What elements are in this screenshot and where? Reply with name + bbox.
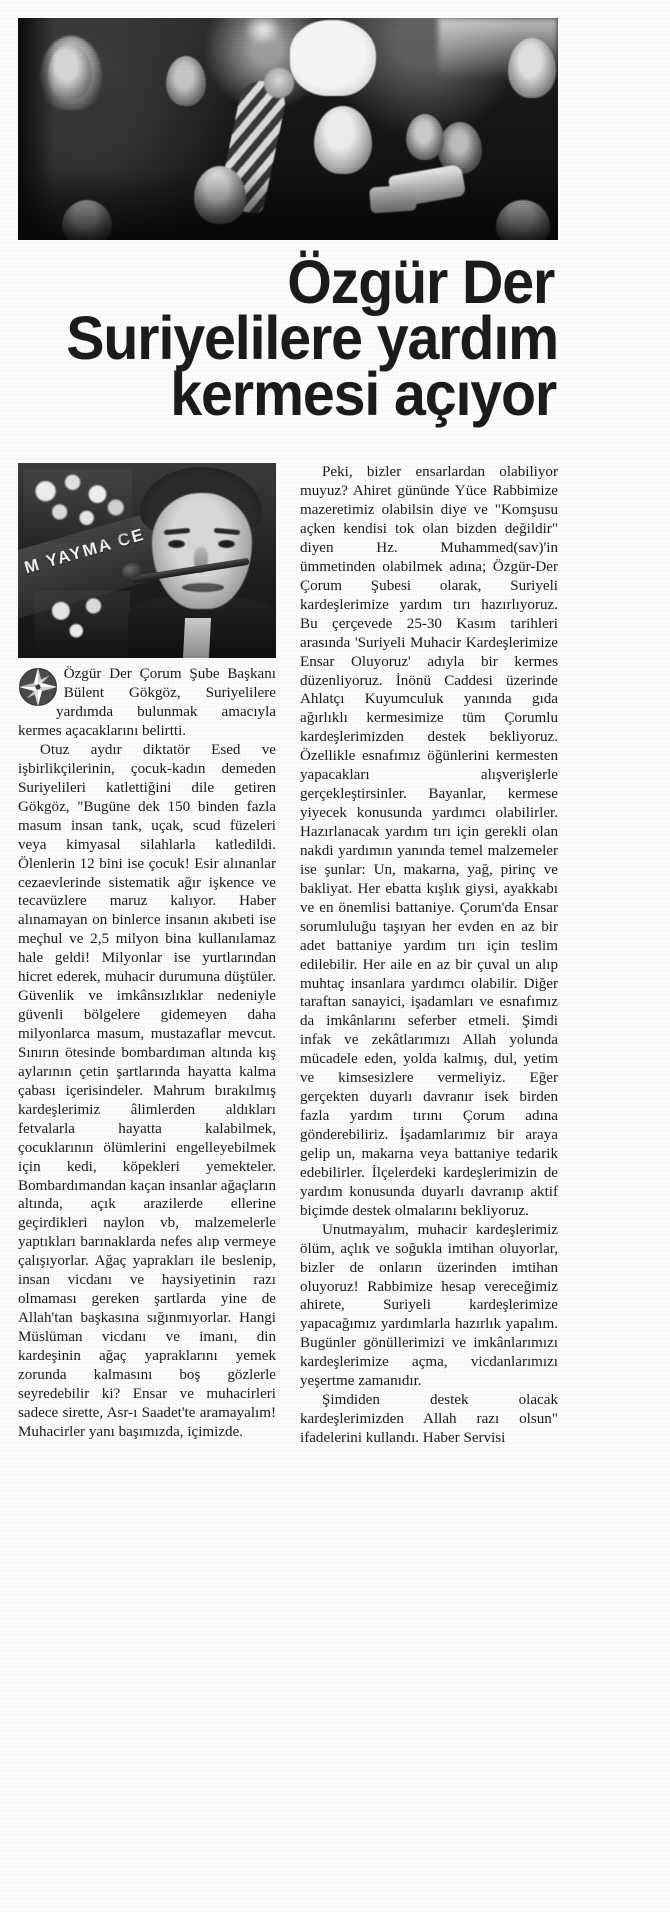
paragraph: Özgür Der Çorum Şube Başkanı Bülent Gökgöz, Suriyelilere yardımda bulunmak amacıyla kermes açacaklarını belirtti. <box>18 666 276 739</box>
article-clipping <box>18 18 558 1448</box>
photo-grain <box>18 18 558 240</box>
paragraph: Unutmayalım, muhacir kardeşlerimiz ölüm, açlık ve soğukla imtihan oluyorlar, bizler de onların üzerinden imtihan oluyoruz! Rabbimize hesap vereceğimiz ahirete, Suriyeli kardeşlerimize yapacağımız yardımlarla hazırlık yapalım. Bugünler gönüllerimizi ve imkânlarımızı kardeşlerimize açma, vicdanlarımızı yeşertme zamanıdır. <box>300 1221 558 1390</box>
column-right <box>300 463 558 1448</box>
paragraph: Peki, bizler ensarlardan olabiliyor muyuz? Ahiret gününde Yüce Rabbimize mazeretimiz olabilsin diye ve "Komşusu açken kendisi tok olan bizden değildir" diyen Hz. Muhammed(sav)'in ümmetinden olabilmek adına; Özgür-Der Çorum Şubesi olarak, Suriyeli kardeşlerimize yardım tırı hazırlıyoruz. Bu çerçevede 25-30 Kasım tarihleri arasında 'Suriyeli Muhacir Kardeşlerimize Ensar Oluyoruz' adıyla bir kermes düzenliyoruz. İnönü Caddesi üzerinde Ahlatçı Kuyumculuk yanında gıda ağırlıklı kermesimize tüm Çorumlu kardeşlerimizden destek bekliyoruz. Özellikle esnafımız öğünlerini kermesten yapacakları alışverişlerle gerçekleştirsinler. Bayanlar, kermese yiyecek konusunda yardımcı olabilirler. Hazırlanacak yardım tırı için gerekli olan nakdi yardımın yanında temel malzemeler ise şunlar: Un, makarna, yağ, pirinç ve bakliyat. Her ebatta kışlık giysi, ayakkabı ve en önemlisi battaniye. Çorum'da Ensar sorumluluğu taşıyan her evden en az bir adet battaniye yardım tırı için teslim edilebilir. Her aile en az bir çuval un alıp muhtaç insanlara yardımcı olabilir. Diğer taraftan sanayici, işadamları ve esnafımız da imkânlarını seferber etmeli. Şimdi infak ve zekâtlarımızı Allah yolunda mücadele eden, yolda kalmış, dul, yetim ve kimsesizlere vermeliyiz. Eğer gerçekten duyarlı davranır isek birden fazla yardım tırını Çorum adına gönderebiliriz. İşadamlarımız bir araya gelip un, makarna veya battaniye tedarik edebilirler. İlçelerdeki kardeşlerimizin de yardım konusunda duyarlı davranıp aktif biçimde destek olmalarını bekliyoruz. <box>300 464 558 1219</box>
headline <box>50 248 558 429</box>
portrait-grain <box>18 463 276 658</box>
headline-line-2: Suriyelilere yardım <box>66 304 558 373</box>
paragraph: Şimdiden destek olacak kardeşlerimizden Allah razı olsun" ifadelerini kullandı. Haber Servisi <box>300 1392 558 1446</box>
compass-rose-ornament-icon <box>18 667 58 707</box>
paragraph: Otuz aydır diktatör Esed ve işbirlikçilerinin, çocuk-kadın demeden Suriyelileri katlettiğini dile getiren Gökgöz, "Bugüne dek 150 binden fazla masum insan tank, uçak, scud füzeleri veya kimyasal silahlarla katledildi. Ölenlerin 12 bini ise çocuk! Esir alınanlar cezaevlerinde sistematik ağır işkence ve tecavüzlere maruz kalıyor. Haber alınamayan on binlerce insanın akıbeti ise meçhul ve 2,5 milyon bina kullanılamaz hale geldi! Milyonlar ise yurtlarından hicret ederek, muhacir durumuna düştüler. Güvenlik ve imkânsızlıklar nedeniyle güvenli bölgelere gidemeyen daha milyonlarca masum, mustazaflar mevcut. Sınırın ötesinde bombardıman altında kış aylarının çetin şartlarında hayatta kalma çabası içerisindeler. Mahrum bırakılmış kardeşlerimiz âlimlerden aldıkları fetvalarla hayatta kalabilmek, çocuklarının ölümlerini engelleyebilmek için kedi, köpekleri yemekteler. Bombardımandan kaçan insanlar ağaçların altında, açık arazilerde ellerine geçirdikleri naylon vb, malzemelerle yaptıkları barınaklarda nefes alıp vermeye çalışıyorlar. Ağaç yaprakları ile beslenip, insan vicdanı ve haysiyetinin razı olmaması gereken şartlarda yine de Allah'tan başkasına sığınmıyorlar. Hangi Müslüman vicdanı ve imanı, din kardeşinin ağaç yapraklarını yemek zorunda kalmasını boş gözlerle seyredebilir ki? Ensar ve muhacirleri sadece sirette, Asr-ı Saadet'te aramayalım! Muhacirler yanı başımızda, içimizde. <box>18 741 276 1440</box>
top-photo <box>18 18 558 240</box>
article-body <box>18 463 558 1448</box>
headline-line-1: Özgür Der <box>287 248 555 316</box>
column-left <box>18 463 276 1441</box>
headline-line-3: kermesi açıyor <box>170 360 557 429</box>
portrait-photo <box>18 463 276 658</box>
